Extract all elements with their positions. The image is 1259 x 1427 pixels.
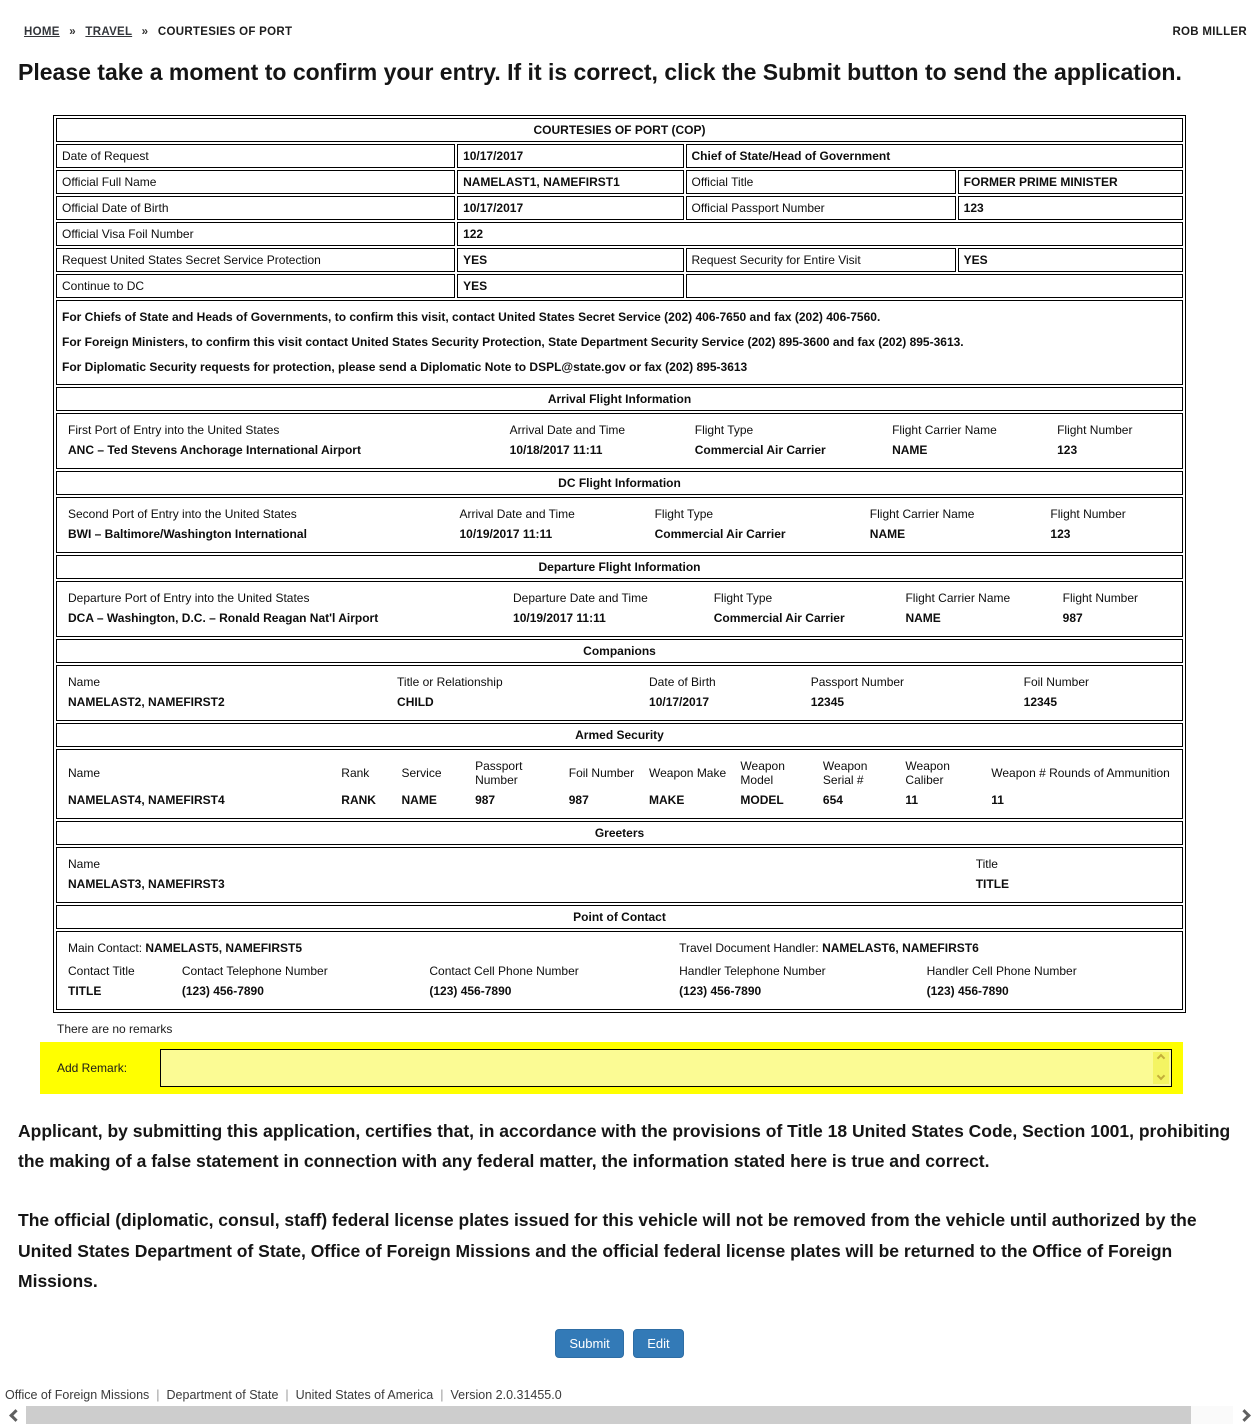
arrival-carrier-value: NAME <box>892 442 928 457</box>
breadcrumb-separator-icon: » <box>69 26 76 38</box>
notice-line-2: For Foreign Ministers, to confirm this visit contact United States Security Protection, State Department Security Service (202) 895-3600 and fax (202) 895-3613. <box>62 334 964 349</box>
remark-textarea-wrap <box>160 1049 1172 1087</box>
section-header-arrival: Arrival Flight Information <box>56 387 1183 411</box>
dc-carrier-header: Flight Carrier Name <box>869 506 975 521</box>
arrival-type-header: Flight Type <box>694 422 754 437</box>
notice-line-1: For Chiefs of State and Heads of Governments, to confirm this visit, contact United States Secret Service (202) 406-7650 and fax (202) 406-7560. <box>62 309 881 324</box>
table-title: COURTESIES OF PORT (COP) <box>56 118 1183 142</box>
add-remark-label: Add Remark: <box>57 1060 128 1075</box>
footer <box>0 1388 1259 1405</box>
scrollbar-track[interactable] <box>26 1406 1233 1424</box>
departure-flight-table <box>62 586 1177 632</box>
no-remarks-text: There are no remarks <box>57 1021 173 1036</box>
arrival-flight-block <box>56 413 1183 469</box>
entire-visit-value: YES <box>958 248 1183 272</box>
cop-summary-table <box>53 115 1186 1013</box>
armed-security-block <box>56 749 1183 819</box>
armed-weapon-serial-value: 654 <box>822 792 843 807</box>
main-contact-label: Main Contact: <box>68 940 143 955</box>
companion-title-value: CHILD <box>397 694 434 709</box>
continue-dc-label: Continue to DC <box>56 274 455 298</box>
departure-date-header: Departure Date and Time <box>513 590 648 605</box>
handler-phone-header: Handler Telephone Number <box>679 963 826 978</box>
breadcrumb-current: COURTESIES OF PORT <box>157 26 293 38</box>
footer-item: Department of State <box>166 1388 279 1402</box>
departure-flight-block <box>56 581 1183 637</box>
date-of-request-label: Date of Request <box>56 144 455 168</box>
arrival-port-value: ANC – Ted Stevens Anchorage International Airport <box>68 442 361 457</box>
breadcrumb-travel-link[interactable]: TRAVEL <box>85 26 133 38</box>
departure-type-header: Flight Type <box>713 590 773 605</box>
armed-service-value: NAME <box>401 792 437 807</box>
companions-block <box>56 665 1183 721</box>
arrival-number-header: Flight Number <box>1057 422 1133 437</box>
main-contact-cell <box>62 936 674 959</box>
companion-dob-value: 10/17/2017 <box>649 694 710 709</box>
companion-name-value: NAMELAST2, NAMEFIRST2 <box>68 694 225 709</box>
armed-weapon-caliber-value: 11 <box>905 792 919 807</box>
armed-name-value: NAMELAST4, NAMEFIRST4 <box>68 792 225 807</box>
arrival-date-header: Arrival Date and Time <box>509 422 626 437</box>
greeter-title-value: TITLE <box>975 876 1010 891</box>
armed-foil-header: Foil Number <box>568 765 635 780</box>
edit-button[interactable]: Edit <box>633 1329 683 1358</box>
scroll-left-icon[interactable] <box>0 1411 26 1420</box>
dc-port-header: Second Port of Entry into the United States <box>68 506 297 521</box>
certification-paragraph-2: The official (diplomatic, consul, staff) federal license plates issued for this vehicle will not be removed from the vehicle until authorized by the United States Department of State, Office of Foreign Missions and the official federal license plates will be returned to the Office of Foreign Missions. <box>18 1210 1197 1292</box>
armed-rank-value: RANK <box>341 792 376 807</box>
companions-table <box>62 670 1177 716</box>
greeter-name-header: Name <box>68 856 101 871</box>
contact-cell-value: (123) 456-7890 <box>429 983 512 998</box>
departure-number-value: 987 <box>1062 610 1083 625</box>
contact-cell-header: Contact Cell Phone Number <box>429 963 579 978</box>
dc-date-value: 10/19/2017 11:11 <box>459 526 553 541</box>
action-buttons <box>0 1329 1259 1358</box>
official-dob-value: 10/17/2017 <box>457 196 683 220</box>
remark-scrollbar[interactable] <box>1153 1052 1169 1084</box>
official-title-value: FORMER PRIME MINISTER <box>958 170 1183 194</box>
secret-service-label: Request United States Secret Service Protection <box>56 248 455 272</box>
scroll-up-icon[interactable] <box>1157 1054 1165 1062</box>
breadcrumb-home-link[interactable]: HOME <box>24 26 60 38</box>
add-remark-row <box>40 1042 1183 1094</box>
contact-phone-value: (123) 456-7890 <box>181 983 264 998</box>
handler-phone-value: (123) 456-7890 <box>679 983 762 998</box>
spacer <box>0 1358 1259 1388</box>
visa-foil-value: 122 <box>457 222 1183 246</box>
section-header-point-of-contact: Point of Contact <box>56 905 1183 929</box>
empty-cell <box>686 274 1184 298</box>
footer-item: United States of America <box>295 1388 434 1402</box>
departure-port-header: Departure Port of Entry into the United States <box>68 590 310 605</box>
armed-name-header: Name <box>68 765 101 780</box>
page-title: Please take a moment to confirm your entry. If it is correct, click the Submit button to send the application. <box>18 59 1182 85</box>
chief-of-state-header: Chief of State/Head of Government <box>686 144 1184 168</box>
arrival-date-value: 10/18/2017 11:11 <box>509 442 603 457</box>
dc-flight-block <box>56 497 1183 553</box>
companion-foil-header: Foil Number <box>1023 674 1089 689</box>
remark-textarea[interactable] <box>160 1049 1172 1087</box>
date-of-request-value: 10/17/2017 <box>457 144 683 168</box>
dc-flight-table <box>62 502 1177 548</box>
arrival-type-value: Commercial Air Carrier <box>694 442 826 457</box>
notice-line-3: For Diplomatic Security requests for protection, please send a Diplomatic Note to DSPL@state.gov or fax (202) 895-3613 <box>62 359 748 374</box>
breadcrumb <box>24 26 292 38</box>
departure-port-value: DCA – Washington, D.C. – Ronald Reagan Nat'l Airport <box>68 610 379 625</box>
dc-date-header: Arrival Date and Time <box>459 506 575 521</box>
point-of-contact-block <box>56 931 1183 1010</box>
companion-name-header: Name <box>68 674 101 689</box>
armed-foil-value: 987 <box>568 792 589 807</box>
main-contact-value: NAMELAST5, NAMEFIRST5 <box>145 940 303 955</box>
companion-title-header: Title or Relationship <box>397 674 503 689</box>
armed-security-table <box>62 754 1177 814</box>
scrollbar-thumb[interactable] <box>26 1406 1191 1424</box>
armed-rank-header: Rank <box>341 765 370 780</box>
greeters-block <box>56 847 1183 903</box>
armed-weapon-serial-header: Weapon Serial # <box>822 758 868 787</box>
top-bar <box>0 0 1259 38</box>
secret-service-value: YES <box>457 248 683 272</box>
official-passport-label: Official Passport Number <box>686 196 956 220</box>
armed-weapon-caliber-header: Weapon Caliber <box>905 758 950 787</box>
footer-separator: | <box>440 1388 444 1402</box>
horizontal-scrollbar[interactable] <box>0 1405 1259 1427</box>
arrival-number-value: 123 <box>1057 442 1078 457</box>
dc-port-value: BWI – Baltimore/Washington International <box>68 526 307 541</box>
departure-carrier-header: Flight Carrier Name <box>905 590 1011 605</box>
arrival-port-header: First Port of Entry into the United States <box>68 422 280 437</box>
companion-passport-header: Passport Number <box>810 674 905 689</box>
armed-weapon-rounds-header: Weapon # Rounds of Ammunition <box>991 765 1170 780</box>
contact-phone-header: Contact Telephone Number <box>181 963 328 978</box>
footer-separator: | <box>156 1388 160 1402</box>
point-of-contact-table <box>62 936 1177 1005</box>
armed-weapon-make-value: MAKE <box>649 792 685 807</box>
departure-type-value: Commercial Air Carrier <box>713 610 845 625</box>
companion-dob-header: Date of Birth <box>649 674 716 689</box>
footer-separator: | <box>285 1388 289 1402</box>
section-header-armed-security: Armed Security <box>56 723 1183 747</box>
dc-type-header: Flight Type <box>654 506 714 521</box>
section-header-dc-flight: DC Flight Information <box>56 471 1183 495</box>
armed-weapon-rounds-value: 11 <box>991 792 1004 807</box>
official-dob-label: Official Date of Birth <box>56 196 455 220</box>
section-header-companions: Companions <box>56 639 1183 663</box>
continue-dc-value: YES <box>457 274 683 298</box>
certification-text <box>18 1116 1236 1297</box>
travel-document-handler-cell <box>674 936 1177 959</box>
handler-cell-value: (123) 456-7890 <box>926 983 1009 998</box>
departure-date-value: 10/19/2017 11:11 <box>513 610 606 625</box>
entire-visit-label: Request Security for Entire Visit <box>686 248 956 272</box>
armed-passport-header: Passport Number <box>475 758 523 787</box>
dc-carrier-value: NAME <box>869 526 906 541</box>
armed-passport-value: 987 <box>475 792 496 807</box>
contact-title-value: TITLE <box>68 983 102 998</box>
section-header-greeters: Greeters <box>56 821 1183 845</box>
arrival-carrier-header: Flight Carrier Name <box>892 422 997 437</box>
official-passport-value: 123 <box>958 196 1183 220</box>
scroll-down-icon[interactable] <box>1157 1072 1165 1080</box>
official-full-name-label: Official Full Name <box>56 170 455 194</box>
greeter-name-value: NAMELAST3, NAMEFIRST3 <box>68 876 225 891</box>
greeters-table <box>62 852 1177 898</box>
armed-service-header: Service <box>401 765 442 780</box>
dc-number-value: 123 <box>1050 526 1071 541</box>
dc-type-value: Commercial Air Carrier <box>654 526 786 541</box>
footer-version: Version 2.0.31455.0 <box>450 1388 562 1402</box>
companion-passport-value: 12345 <box>810 694 845 709</box>
official-full-name-value: NAMELAST1, NAMEFIRST1 <box>457 170 683 194</box>
confirmation-notice <box>56 300 1183 385</box>
arrival-flight-table <box>62 418 1177 464</box>
armed-weapon-make-header: Weapon Make <box>649 765 727 780</box>
scroll-right-icon[interactable] <box>1233 1411 1259 1420</box>
official-title-label: Official Title <box>686 170 956 194</box>
section-header-departure: Departure Flight Information <box>56 555 1183 579</box>
companion-foil-value: 12345 <box>1023 694 1058 709</box>
contact-title-header: Contact Title <box>68 963 135 978</box>
armed-weapon-model-value: MODEL <box>740 792 784 807</box>
certification-paragraph-1: Applicant, by submitting this application, certifies that, in accordance with the provisions of Title 18 United States Code, Section 1001, prohibiting the making of a false statement in connection with any federal matter, the information stated here is true and correct. <box>18 1120 1231 1172</box>
logged-in-user: ROB MILLER <box>1172 26 1247 38</box>
handler-label: Travel Document Handler: <box>679 940 819 955</box>
breadcrumb-separator-icon: » <box>141 26 149 38</box>
greeter-title-header: Title <box>975 856 998 871</box>
handler-value: NAMELAST6, NAMEFIRST6 <box>822 940 979 955</box>
footer-item: Office of Foreign Missions <box>5 1388 150 1402</box>
visa-foil-label: Official Visa Foil Number <box>56 222 455 246</box>
departure-number-header: Flight Number <box>1062 590 1139 605</box>
handler-cell-header: Handler Cell Phone Number <box>926 963 1077 978</box>
dc-number-header: Flight Number <box>1050 506 1126 521</box>
submit-button[interactable]: Submit <box>555 1329 623 1358</box>
departure-carrier-value: NAME <box>905 610 941 625</box>
armed-weapon-model-header: Weapon Model <box>740 758 785 787</box>
